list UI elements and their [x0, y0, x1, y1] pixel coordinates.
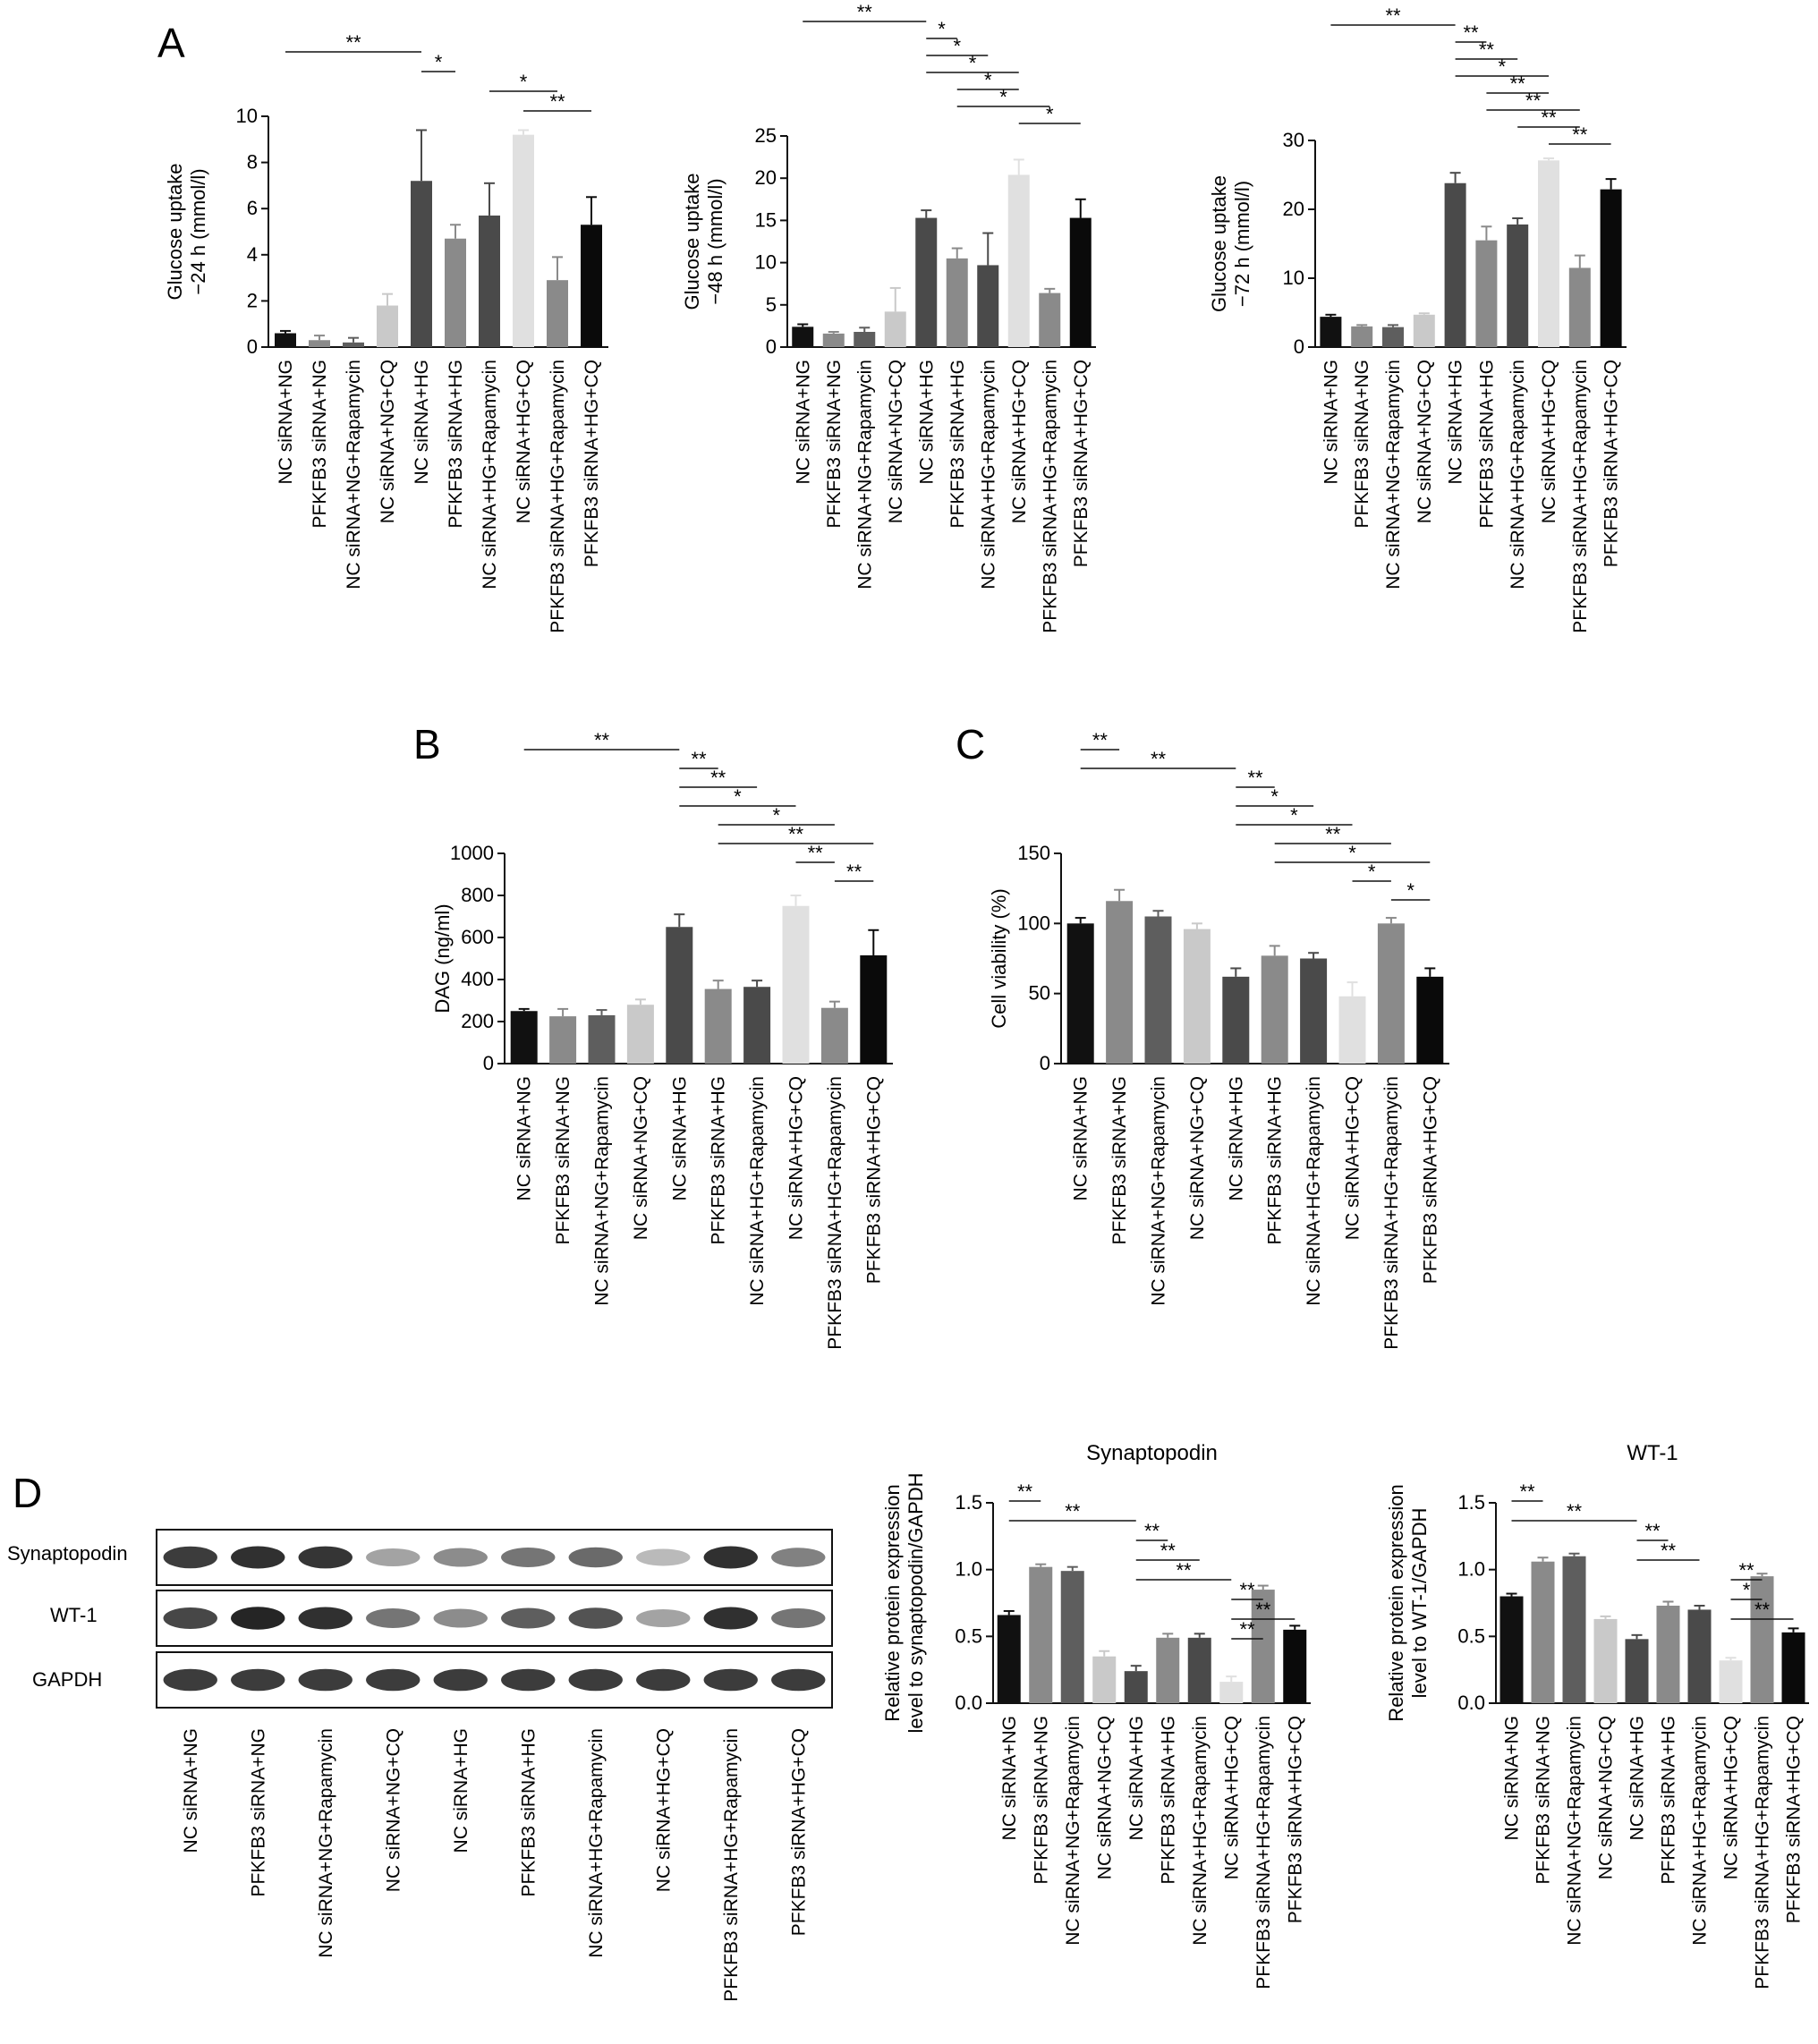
- blot-band: [501, 1608, 555, 1629]
- y-tick-label: 0: [1293, 335, 1304, 358]
- bar-chart-4: [431, 729, 893, 1350]
- category-label: NC siRNA+NG: [1501, 1716, 1523, 1841]
- bar: [1445, 183, 1466, 347]
- category-label: PFKFB3 siRNA+HG: [1264, 1076, 1286, 1245]
- bar: [343, 343, 364, 347]
- y-tick-label: 6: [246, 197, 258, 220]
- category-label: NC siRNA+NG+CQ: [885, 360, 906, 524]
- bar-chart-5: [988, 729, 1449, 1350]
- category-label: NC siRNA+HG+Rapamycin: [978, 360, 999, 589]
- bar: [479, 216, 500, 347]
- significance-label: **: [1463, 21, 1479, 44]
- blot-lane-label: PFKFB3 siRNA+NG: [248, 1728, 269, 1897]
- blot-band: [231, 1669, 285, 1692]
- y-tick-label: 0.5: [955, 1624, 982, 1648]
- category-label: PFKFB3 siRNA+HG+Rapamycin: [1253, 1716, 1274, 1989]
- y-axis-label: −48 h (mmol/l): [704, 178, 726, 305]
- blot-band: [771, 1669, 825, 1692]
- category-label: PFKFB3 siRNA+NG: [1031, 1716, 1052, 1885]
- category-label: NC siRNA+HG: [1445, 360, 1466, 485]
- bar: [854, 332, 875, 347]
- y-tick-label: 200: [461, 1010, 494, 1032]
- y-tick-label: 0: [765, 335, 777, 358]
- significance-label: **: [1572, 123, 1588, 146]
- significance-label: **: [787, 823, 804, 845]
- category-label: PFKFB3 siRNA+HG: [708, 1076, 729, 1245]
- significance-label: **: [1150, 748, 1167, 770]
- bar: [1382, 327, 1404, 347]
- significance-label: **: [1239, 1579, 1255, 1601]
- y-axis-label: Cell viability (%): [988, 888, 1010, 1029]
- category-label: NC siRNA+HG+CQ: [786, 1076, 807, 1241]
- panel-letter-b: B: [413, 721, 441, 768]
- blot-lane-label: PFKFB3 siRNA+HG: [518, 1728, 539, 1897]
- significance-label: **: [549, 90, 565, 113]
- bar: [547, 280, 568, 347]
- y-tick-label: 20: [754, 166, 777, 190]
- category-label: NC siRNA+NG+CQ: [378, 360, 398, 524]
- y-tick-label: 0: [482, 1052, 494, 1074]
- category-label: PFKFB3 siRNA+HG+CQ: [1070, 360, 1092, 568]
- significance-label: **: [1509, 72, 1525, 95]
- category-label: PFKFB3 siRNA+HG: [446, 360, 466, 529]
- significance-label: *: [999, 86, 1007, 108]
- bar: [1563, 1556, 1586, 1703]
- significance-label: *: [1742, 1579, 1751, 1601]
- category-label: PFKFB3 siRNA+NG: [1109, 1076, 1131, 1245]
- category-label: NC siRNA+HG+CQ: [1539, 360, 1559, 524]
- y-axis-label: Relative protein expression: [881, 1484, 904, 1722]
- category-label: NC siRNA+HG+Rapamycin: [1689, 1716, 1711, 1946]
- bar: [947, 259, 968, 347]
- bar: [1601, 190, 1622, 347]
- significance-label: *: [953, 35, 962, 57]
- category-label: NC siRNA+NG+Rapamycin: [344, 360, 364, 589]
- bar: [1283, 1630, 1306, 1703]
- blot-band: [771, 1608, 825, 1628]
- category-label: PFKFB3 siRNA+HG+Rapamycin: [824, 1076, 845, 1350]
- bar: [513, 135, 534, 347]
- category-label: PFKFB3 siRNA+HG+CQ: [1420, 1076, 1441, 1285]
- significance-label: *: [434, 51, 443, 73]
- bar: [1219, 1682, 1243, 1703]
- bar: [445, 239, 466, 347]
- y-axis-label: level to WT-1/GAPDH: [1408, 1507, 1431, 1699]
- category-label: NC siRNA+HG: [1126, 1716, 1147, 1841]
- blot-row-label: WT-1: [50, 1604, 98, 1626]
- blot-lane-label: NC siRNA+NG+Rapamycin: [315, 1728, 336, 1958]
- blot-lane-label: NC siRNA+NG: [180, 1728, 201, 1853]
- blot-band: [164, 1547, 217, 1569]
- y-tick-label: 0.0: [955, 1692, 982, 1714]
- blot-band: [231, 1547, 285, 1569]
- category-label: PFKFB3 siRNA+HG+CQ: [1783, 1716, 1805, 1924]
- y-tick-label: 0: [1039, 1052, 1050, 1074]
- blot-band: [164, 1669, 217, 1692]
- bar: [1751, 1576, 1774, 1703]
- blot-band: [164, 1607, 217, 1629]
- y-tick-label: 1.5: [1457, 1491, 1485, 1514]
- blot-band: [569, 1669, 623, 1692]
- western-blot: [7, 1530, 832, 2002]
- category-label: NC siRNA+HG+Rapamycin: [747, 1076, 769, 1306]
- significance-label: **: [1541, 106, 1557, 129]
- category-label: PFKFB3 siRNA+HG+CQ: [863, 1076, 885, 1285]
- category-label: NC siRNA+HG: [669, 1076, 691, 1201]
- blot-band: [434, 1548, 488, 1567]
- significance-label: **: [1255, 1599, 1271, 1621]
- category-label: NC siRNA+HG+CQ: [514, 360, 534, 524]
- bar: [1720, 1660, 1743, 1703]
- category-label: NC siRNA+NG: [998, 1716, 1020, 1841]
- category-label: NC siRNA+HG+Rapamycin: [1508, 360, 1529, 589]
- bar: [1061, 1571, 1084, 1703]
- bar: [1351, 327, 1372, 347]
- y-axis-label: −72 h (mmol/l): [1231, 180, 1253, 308]
- bar: [1262, 955, 1288, 1064]
- significance-label: **: [856, 1, 872, 23]
- category-label: PFKFB3 siRNA+NG: [1533, 1716, 1554, 1885]
- y-tick-label: 150: [1017, 842, 1050, 864]
- bar: [1657, 1606, 1680, 1703]
- bar: [1156, 1638, 1179, 1703]
- bar: [377, 306, 398, 347]
- significance-label: **: [345, 31, 361, 54]
- significance-label: *: [1406, 879, 1414, 902]
- y-tick-label: 600: [461, 926, 494, 948]
- y-tick-label: 10: [1282, 267, 1304, 289]
- y-tick-label: 4: [246, 242, 258, 266]
- bar: [1070, 218, 1092, 347]
- bar: [1626, 1639, 1649, 1703]
- category-label: PFKFB3 siRNA+HG+Rapamycin: [548, 360, 568, 633]
- bar: [915, 218, 937, 347]
- category-label: PFKFB3 siRNA+HG+Rapamycin: [1752, 1716, 1773, 1989]
- significance-label: **: [1644, 1520, 1661, 1542]
- blot-band: [704, 1547, 758, 1569]
- bar: [1378, 923, 1405, 1064]
- y-tick-label: 1.0: [1457, 1557, 1485, 1581]
- bar: [581, 225, 602, 347]
- category-label: NC siRNA+HG+Rapamycin: [480, 360, 500, 589]
- y-tick-label: 1000: [450, 842, 494, 864]
- category-label: PFKFB3 siRNA+NG: [310, 360, 330, 529]
- blot-band: [434, 1609, 488, 1628]
- category-label: NC siRNA+NG: [276, 360, 296, 485]
- significance-label: *: [938, 18, 946, 40]
- panel-letter-a: A: [157, 20, 185, 66]
- y-axis-label: −24 h (mmol/l): [187, 168, 209, 295]
- category-label: PFKFB3 siRNA+HG+CQ: [1285, 1716, 1306, 1924]
- bar: [823, 334, 845, 347]
- significance-label: **: [1525, 89, 1542, 112]
- y-tick-label: 15: [754, 208, 777, 232]
- bar: [705, 989, 732, 1064]
- bar: [1782, 1633, 1805, 1703]
- y-tick-label: 20: [1282, 198, 1304, 220]
- bar: [1039, 293, 1060, 347]
- significance-label: **: [1143, 1520, 1160, 1542]
- category-label: NC siRNA+NG+Rapamycin: [1062, 1716, 1083, 1946]
- blot-band: [434, 1669, 488, 1692]
- category-label: NC siRNA+NG+Rapamycin: [1564, 1716, 1585, 1946]
- blot-band: [366, 1548, 420, 1566]
- significance-label: *: [1367, 861, 1376, 883]
- bar: [860, 955, 887, 1064]
- category-label: NC siRNA+NG+Rapamycin: [1148, 1076, 1169, 1306]
- blot-band: [636, 1609, 690, 1627]
- bar: [1569, 267, 1591, 347]
- bar: [1320, 317, 1341, 347]
- blot-row-label: GAPDH: [32, 1668, 103, 1691]
- blot-band: [569, 1548, 623, 1568]
- significance-label: *: [983, 69, 992, 91]
- bar: [1414, 315, 1435, 347]
- bar: [1475, 241, 1497, 347]
- bar: [589, 1015, 616, 1064]
- category-label: NC siRNA+NG: [793, 360, 814, 485]
- category-label: PFKFB3 siRNA+HG: [1658, 1716, 1679, 1885]
- category-label: PFKFB3 siRNA+NG: [1352, 360, 1373, 529]
- y-tick-label: 1.5: [955, 1491, 982, 1514]
- category-label: NC siRNA+NG+Rapamycin: [1383, 360, 1404, 589]
- panel-letter-c: C: [956, 721, 986, 768]
- category-label: NC siRNA+HG+CQ: [1008, 360, 1030, 524]
- y-tick-label: 10: [754, 250, 777, 274]
- bar: [783, 906, 810, 1064]
- significance-label: **: [1016, 1480, 1033, 1503]
- blot-lane-label: NC siRNA+HG+Rapamycin: [585, 1728, 607, 1958]
- category-label: NC siRNA+NG: [1321, 360, 1342, 485]
- bar-chart-7: [1385, 1441, 1809, 1989]
- bar: [1339, 997, 1366, 1064]
- bar: [743, 987, 770, 1064]
- blot-lane-label: PFKFB3 siRNA+HG+Rapamycin: [720, 1728, 742, 2002]
- panel-letter-d: D: [13, 1470, 43, 1516]
- blot-band: [501, 1669, 555, 1692]
- chart-title: WT-1: [1627, 1441, 1678, 1465]
- bar: [1106, 901, 1133, 1064]
- blot-band: [636, 1549, 690, 1566]
- bar: [1184, 929, 1211, 1064]
- y-tick-label: 1.0: [955, 1557, 982, 1581]
- bar: [1500, 1597, 1524, 1703]
- y-tick-label: 8: [246, 150, 258, 174]
- blot-band: [231, 1607, 285, 1630]
- blot-band: [771, 1548, 825, 1567]
- bar: [1125, 1671, 1148, 1703]
- blot-band: [636, 1669, 690, 1692]
- category-label: NC siRNA+HG: [1627, 1716, 1648, 1841]
- bar: [511, 1011, 538, 1064]
- significance-label: **: [1566, 1500, 1583, 1522]
- category-label: PFKFB3 siRNA+HG: [1476, 360, 1498, 529]
- y-tick-label: 0: [246, 335, 258, 358]
- significance-label: *: [1270, 785, 1279, 808]
- bar: [792, 327, 813, 347]
- y-tick-label: 0.0: [1457, 1692, 1485, 1714]
- bar: [1538, 160, 1559, 347]
- bar: [275, 334, 296, 347]
- significance-label: **: [846, 861, 862, 883]
- significance-label: *: [772, 804, 781, 827]
- category-label: NC siRNA+NG+Rapamycin: [854, 360, 876, 589]
- significance-label: *: [1498, 55, 1507, 78]
- bar: [1507, 225, 1528, 347]
- blot-row-label: Synaptopodin: [7, 1542, 128, 1565]
- bar: [1092, 1657, 1116, 1703]
- y-axis-label: Glucose uptake: [1208, 175, 1230, 312]
- y-axis-label: Glucose uptake: [681, 173, 703, 310]
- bar: [1532, 1562, 1555, 1703]
- blot-band: [366, 1669, 420, 1692]
- blot-band: [704, 1669, 758, 1692]
- significance-label: **: [1160, 1539, 1176, 1562]
- y-axis-label: level to synaptopodin/GAPDH: [905, 1472, 927, 1734]
- blot-lane-label: PFKFB3 siRNA+HG+CQ: [788, 1728, 810, 1937]
- significance-label: *: [968, 52, 977, 74]
- y-axis-label: Glucose uptake: [164, 163, 186, 301]
- category-label: NC siRNA+NG+CQ: [1186, 1076, 1208, 1241]
- chart-title: Synaptopodin: [1086, 1441, 1218, 1465]
- bar-chart-2: [681, 1, 1096, 633]
- blot-band: [299, 1547, 353, 1569]
- significance-label: *: [1348, 842, 1356, 864]
- category-label: PFKFB3 siRNA+HG+CQ: [582, 360, 602, 568]
- bar: [885, 311, 906, 347]
- category-label: NC siRNA+NG+CQ: [1094, 1716, 1116, 1880]
- y-tick-label: 50: [1028, 981, 1050, 1005]
- category-label: NC siRNA+NG+CQ: [1414, 360, 1435, 524]
- y-axis-label: Relative protein expression: [1385, 1484, 1407, 1722]
- bar: [1594, 1619, 1618, 1703]
- bar: [1300, 959, 1327, 1064]
- significance-label: *: [519, 71, 528, 93]
- y-tick-label: 10: [235, 105, 258, 127]
- category-label: NC siRNA+NG: [1070, 1076, 1092, 1201]
- bar: [1067, 923, 1094, 1064]
- bar: [1145, 917, 1172, 1064]
- bar-chart-6: [881, 1441, 1311, 1989]
- bar: [821, 1008, 848, 1064]
- bar: [998, 1615, 1021, 1703]
- significance-label: **: [1519, 1480, 1535, 1503]
- significance-label: **: [691, 748, 707, 770]
- blot-lane-label: NC siRNA+HG+CQ: [653, 1728, 675, 1893]
- category-label: NC siRNA+NG+Rapamycin: [591, 1076, 613, 1306]
- y-tick-label: 800: [461, 884, 494, 906]
- y-tick-label: 0.5: [1457, 1624, 1485, 1648]
- bar: [1416, 977, 1443, 1064]
- bar: [1188, 1638, 1211, 1703]
- significance-label: **: [807, 842, 823, 864]
- category-label: PFKFB3 siRNA+HG+Rapamycin: [1040, 360, 1061, 633]
- significance-label: **: [1176, 1559, 1192, 1582]
- category-label: PFKFB3 siRNA+HG+Rapamycin: [1569, 360, 1591, 633]
- category-label: NC siRNA+HG: [1226, 1076, 1247, 1201]
- significance-label: **: [593, 729, 610, 751]
- significance-label: *: [734, 785, 742, 808]
- significance-label: **: [1065, 1500, 1081, 1522]
- y-tick-label: 25: [754, 124, 777, 147]
- significance-label: *: [1290, 804, 1298, 827]
- y-tick-label: 30: [1282, 129, 1304, 151]
- bar: [627, 1005, 654, 1064]
- bar: [1688, 1609, 1712, 1703]
- blot-band: [299, 1669, 353, 1692]
- y-tick-label: 5: [765, 293, 777, 316]
- category-label: PFKFB3 siRNA+NG: [553, 1076, 574, 1245]
- bar: [1029, 1567, 1052, 1703]
- blot-band: [501, 1548, 555, 1567]
- y-tick-label: 100: [1017, 912, 1050, 935]
- significance-label: **: [1325, 823, 1341, 845]
- category-label: PFKFB3 siRNA+HG+CQ: [1601, 360, 1622, 568]
- bar-chart-3: [1208, 4, 1627, 633]
- category-label: PFKFB3 siRNA+HG+Rapamycin: [1380, 1076, 1402, 1350]
- bar: [977, 265, 998, 347]
- significance-label: **: [1660, 1539, 1677, 1562]
- category-label: PFKFB3 siRNA+HG: [1158, 1716, 1179, 1885]
- y-tick-label: 400: [461, 968, 494, 990]
- category-label: NC siRNA+HG: [412, 360, 432, 485]
- significance-label: **: [710, 767, 726, 789]
- category-label: NC siRNA+HG+Rapamycin: [1189, 1716, 1211, 1946]
- category-label: NC siRNA+NG+CQ: [630, 1076, 651, 1241]
- category-label: NC siRNA+HG+CQ: [1720, 1716, 1742, 1880]
- bar: [549, 1016, 576, 1064]
- category-label: NC siRNA+HG+Rapamycin: [1304, 1076, 1325, 1306]
- significance-label: **: [1385, 4, 1401, 27]
- blot-lane-label: NC siRNA+HG: [450, 1728, 471, 1853]
- category-label: NC siRNA+HG: [916, 360, 938, 485]
- significance-label: **: [1738, 1559, 1754, 1582]
- blot-band: [569, 1607, 623, 1629]
- bar: [411, 181, 432, 347]
- category-label: NC siRNA+HG+CQ: [1342, 1076, 1364, 1241]
- significance-label: *: [1045, 103, 1054, 125]
- blot-band: [704, 1607, 758, 1630]
- y-tick-label: 2: [246, 289, 258, 312]
- bar: [309, 340, 330, 347]
- blot-band: [366, 1608, 420, 1628]
- blot-band: [299, 1607, 353, 1630]
- significance-label: **: [1478, 38, 1494, 61]
- category-label: PFKFB3 siRNA+HG: [947, 360, 968, 529]
- bar-chart-1: [164, 31, 608, 633]
- significance-label: **: [1092, 729, 1108, 751]
- bar: [666, 927, 692, 1064]
- bar: [1008, 174, 1030, 347]
- significance-label: **: [1239, 1618, 1255, 1641]
- bar: [1222, 977, 1249, 1064]
- blot-lane-label: NC siRNA+NG+CQ: [383, 1728, 404, 1893]
- category-label: NC siRNA+NG+CQ: [1595, 1716, 1617, 1880]
- category-label: NC siRNA+NG: [514, 1076, 535, 1201]
- significance-label: **: [1754, 1599, 1771, 1621]
- category-label: PFKFB3 siRNA+NG: [823, 360, 845, 529]
- significance-label: **: [1247, 767, 1263, 789]
- y-axis-label: DAG (ng/ml): [431, 903, 454, 1014]
- category-label: NC siRNA+HG+CQ: [1221, 1716, 1243, 1880]
